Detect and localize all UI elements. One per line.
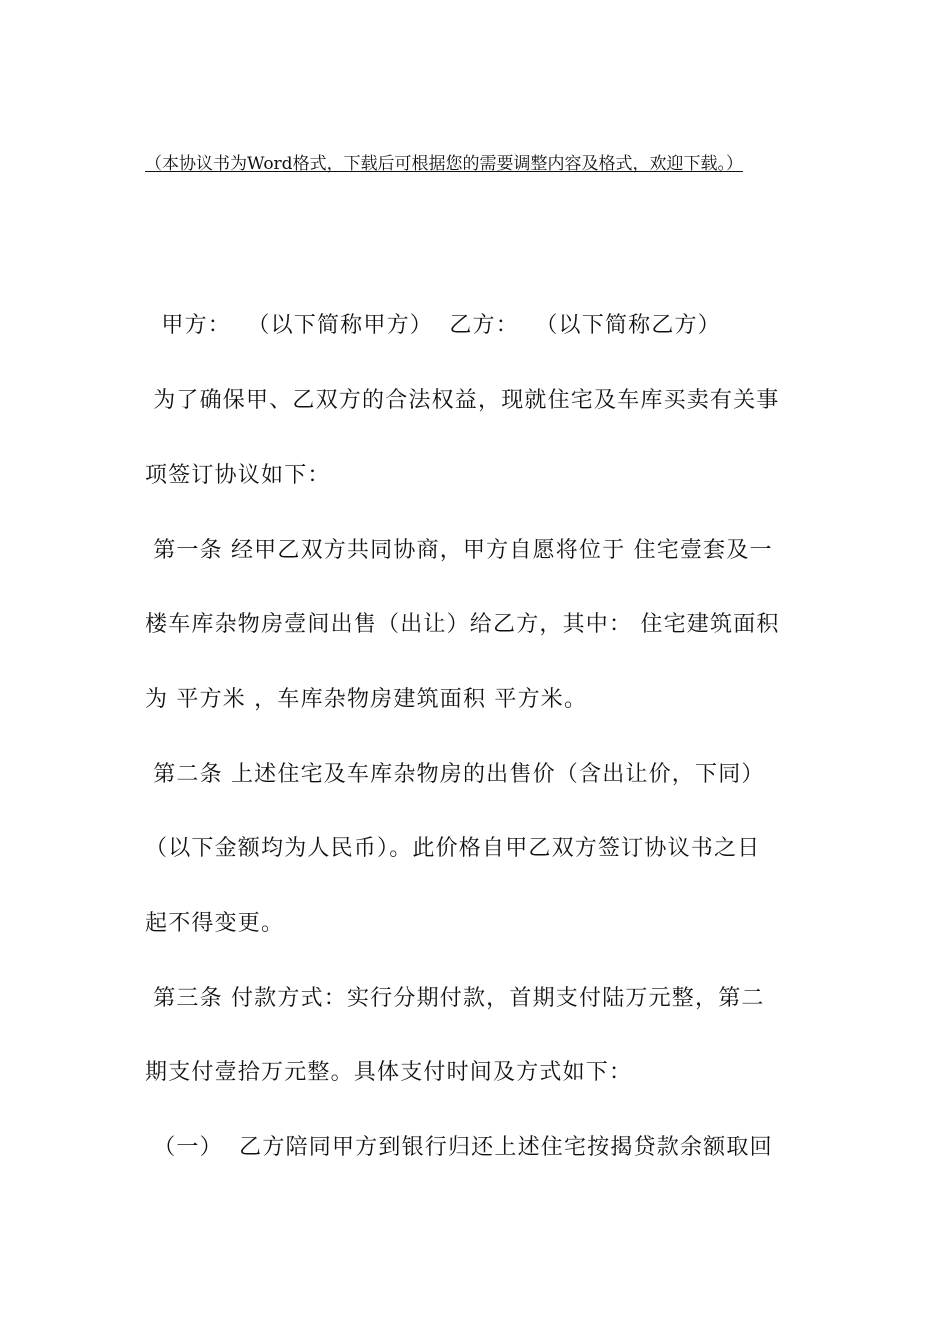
body-line: （以下金额均为人民币）。此价格自甲乙双方签订协议书之日: [145, 836, 761, 861]
body-line: 起不得变更。: [145, 911, 285, 936]
body-line: 期支付壹拾万元整。具体支付时间及方式如下：: [145, 1060, 633, 1085]
body-line: 为 平方米 ，车库杂物房建筑面积 平方米。: [145, 687, 588, 712]
body-line: 楼车库杂物房壹间出售（出让）给乙方，其中： 住宅建筑面积: [145, 612, 780, 637]
parties-line: 甲方： （以下简称甲方） 乙方： （以下简称乙方）: [145, 313, 721, 338]
article-2-line: 第二条 上述住宅及车库杂物房的出售价（含出让价，下同）: [145, 762, 765, 787]
article-1-line: 第一条 经甲乙双方共同协商，甲方自愿将位于 住宅壹套及一: [145, 538, 773, 563]
body-line: 项签订协议如下：: [145, 463, 331, 488]
body-line: 为了确保甲、乙双方的合法权益，现就住宅及车库买卖有关事: [145, 388, 780, 413]
article-3-line: 第三条 付款方式：实行分期付款，首期支付陆万元整，第二: [145, 986, 765, 1011]
clause-1-line: （一） 乙方陪同甲方到银行归还上述住宅按揭贷款余额取回: [145, 1135, 773, 1160]
format-note: （本协议书为Word格式，下载后可根据您的需要调整内容及格式，欢迎下载。）: [145, 154, 744, 174]
